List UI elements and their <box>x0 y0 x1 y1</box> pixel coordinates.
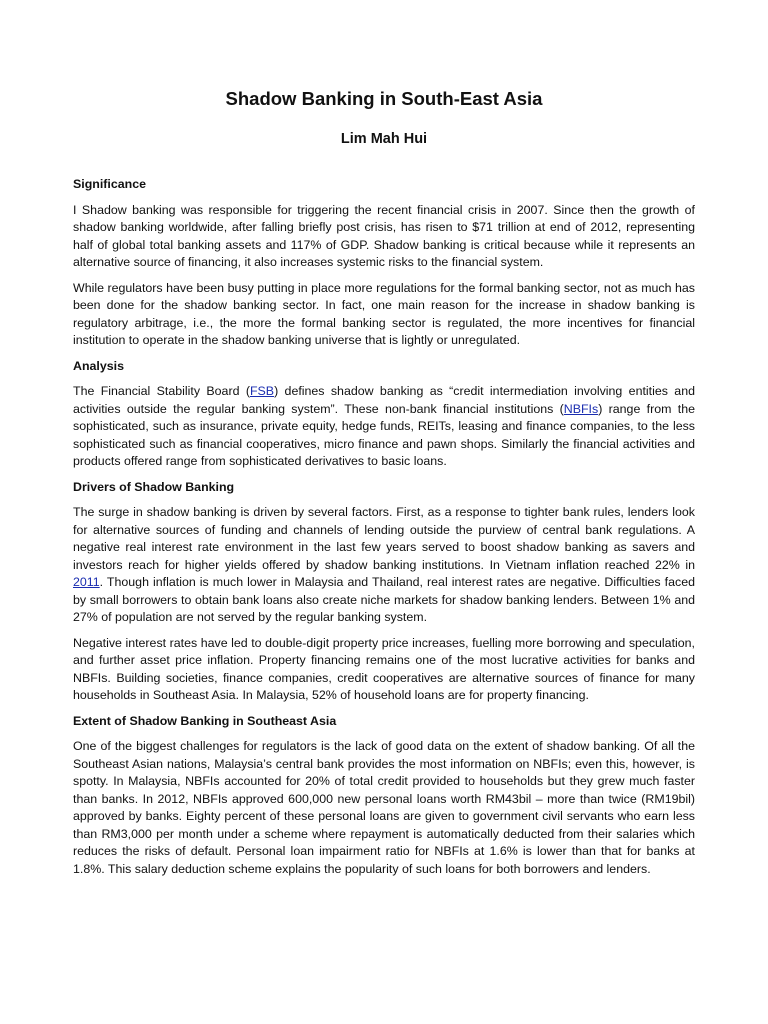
analysis-text-part-3: ) range from the sophisticated, such as insurance, private equity, hedge funds, REITs, leasing and finance companies, to the less sophisticated such as financial cooperatives, micro finance and pawn shops. Similarly the financial activities and products offered range from sophisticated derivatives to basic loans. <box>73 401 695 468</box>
significance-paragraph-2: While regulators have been busy putting in place more regulations for the formal banking sector, not as much has been done for the shadow banking sector. In fact, one main reason for the increase in shadow banking is regulatory arbitrage, i.e., the more the formal banking sector is regulated, the more incentives for financial institution to operate in the shadow banking universe that is lightly or unregulated. <box>73 280 695 347</box>
section-heading-extent: Extent of Shadow Banking in Southeast Asia <box>73 713 337 728</box>
analysis-paragraph-1 <box>73 383 695 471</box>
analysis-text-part-1: The Financial Stability Board ( <box>73 384 250 398</box>
document-title: Shadow Banking in South-East Asia <box>225 88 543 109</box>
drivers-text-part-1: The surge in shadow banking is driven by several factors. First, as a response to tighter bank rules, lenders look for alternative sources of funding and channels of lending outside the purview of central bank regulations. A negative real interest rate environment in the last few years served to boost shadow banking as savers and investors reach for higher yields offered by shadow banking institutions. In Vietnam inflation reached 22% in <box>73 505 695 572</box>
nbfis-link[interactable]: NBFIs <box>563 401 599 416</box>
drivers-paragraph-1 <box>73 504 695 627</box>
document-page <box>73 84 695 878</box>
fsb-link[interactable]: FSB <box>249 384 275 398</box>
section-heading-drivers: Drivers of Shadow Banking <box>73 479 235 494</box>
significance-paragraph-1: I Shadow banking was responsible for triggering the recent financial crisis in 2007. Since then the growth of shadow banking worldwide, after falling briefly post crisis, has risen to $71 trillion at end of 2012, representing half of global total banking assets and 117% of GDP. Shadow banking is critical because while it represents an alternative source of financing, it also increases systemic risks to the financial system. <box>73 202 695 269</box>
document-author: Lim Mah Hui <box>340 131 428 147</box>
analysis-text-part-2: ) defines shadow banking as “credit intermediation involving entities and activities outside the regular banking system”. These non-bank financial institutions ( <box>73 384 695 416</box>
section-heading-significance: Significance <box>73 177 146 191</box>
extent-paragraph-1: One of the biggest challenges for regulators is the lack of good data on the extent of shadow banking. Of all the Southeast Asian nations, Malaysia’s central bank provides the most information on NBFIs; even this, however, is spotty. In Malaysia, NBFIs accounted for 20% of total credit provided to households but they grew much faster than banks. In 2012, NBFIs approved 600,000 new personal loans worth RM43bil – more than twice (RM19bil) approved by banks. Eighty percent of these personal loans are given to government civil servants who earn less than RM3,000 per month under a scheme where repayment is automatically deducted from their salaries which reduces the risks of default. Personal loan impairment ratio for NBFIs at 1.6% is lower than that for banks at 1.8%. This salary deduction scheme explains the popularity of such loans for both borrowers and lenders. <box>73 739 695 876</box>
year-2011-link[interactable]: 2011 <box>73 575 100 589</box>
section-heading-analysis: Analysis <box>73 358 124 373</box>
drivers-paragraph-2: Negative interest rates have led to double-digit property price increases, fuelling more borrowing and speculation, and further asset price inflation. Property financing remains one of the most lucrative activities for banks and NBFIs. Building societies, finance companies, credit cooperatives are alternative sources of finance for many households in Southeast Asia. In Malaysia, 52% of household loans are for property financing. <box>73 635 695 702</box>
drivers-text-part-2: . Though inflation is much lower in Malaysia and Thailand, real interest rates are negative. Difficulties faced by small borrowers to obtain bank loans also create niche markets for shadow banking lenders. Between 1% and 27% of population are not served by the regular banking system. <box>73 575 695 624</box>
